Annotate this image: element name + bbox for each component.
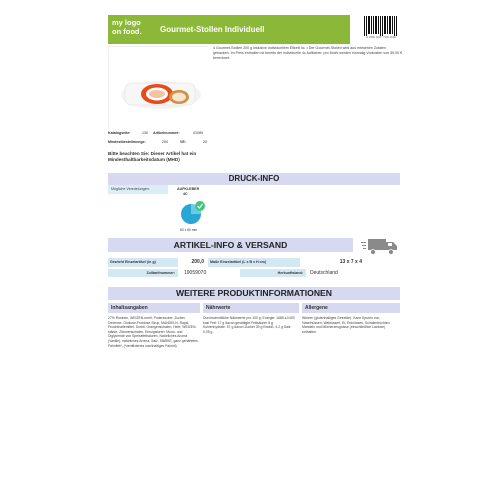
naehrwerte-heading: Nährwerte xyxy=(203,303,299,313)
stollen-image xyxy=(109,47,209,131)
product-image xyxy=(108,46,208,130)
gewicht-value: 200,0 xyxy=(191,259,204,265)
spec-ve xyxy=(180,140,186,144)
artikel-info-heading: ARTIKEL-INFO & VERSAND xyxy=(108,238,353,252)
product-title: Gourmet-Stollen Individuell xyxy=(154,15,350,44)
inhalt-heading: Inhaltsangaben xyxy=(108,303,200,313)
spec-artikelnummer-label: Artikelnummer: xyxy=(153,131,180,135)
masse-label: Maße Einzelartikel (L x B x H cm) xyxy=(208,258,300,267)
naehrwerte-text: Durchschnittliche Nährwerte pro 100 g: Energie: 1685 kJ/400 kcal Fett: 17 g davon gesättigte Fettsäuren 8 g Kohlenhydrate: 57 g davon Zucker 39 g Eiweiß: 4,2 g Salz: 0,05 g xyxy=(203,316,295,334)
barcode-number: 4 006 047 726 049 xyxy=(365,35,397,39)
aufkleber-dimension: 60 x 60 mm xyxy=(180,228,198,232)
veredelungen-label: Mögliche Veredelungen: xyxy=(108,185,168,194)
spec-mindest-label: Mindestbestellmenge: xyxy=(108,140,146,144)
spec-katalogseite xyxy=(108,131,131,135)
logo-line2: on food. xyxy=(112,27,142,36)
masse-value: 13 x 7 x 4 xyxy=(339,259,362,265)
aufkleber-4c: 4C xyxy=(183,191,188,196)
inhalt-text: 27% Rosinen, WEIZEN-mehl, Puderzucker, Zucker, Dextrose, Glukose-Fruktose-Sirup, MANDELN, Rapsl, Feuchthaltemittel: Sorbit, Orangenschalen, Hefe, WEIZEN-stärke, Zitronenschalen, Emulgatoren: Mono- und Diglyceride von Speisefettsäuren, Natürliches Aroma (Vanille), natürliches Aroma, Salz, StäRKE, ganz gehärtetes Palmfett*, (*zertifiziertes nachhaltiges Palmöl) xyxy=(108,316,198,348)
gewicht-label: Gewicht Einzelartikel (in g) xyxy=(108,258,178,267)
logo-line1: my logo xyxy=(112,18,141,27)
spec-mindest-value: 200 xyxy=(162,140,168,144)
sticker-icon xyxy=(178,197,208,227)
spec-katalogseite-value: 130 xyxy=(142,131,148,135)
weitere-info-heading: WEITERE PRODUKTINFORMATIONEN xyxy=(108,287,400,300)
spec-ve-label: VE: xyxy=(180,140,186,144)
herkunft-value: Deutschland xyxy=(310,270,338,276)
zoll-value: 19059070 xyxy=(184,270,207,276)
druck-info-heading: DRUCK-INFO xyxy=(108,173,400,185)
spec-artikelnummer xyxy=(153,131,180,135)
barcode-icon xyxy=(364,16,398,36)
spec-mindest xyxy=(108,140,146,144)
spec-katalogseite-label: Katalogseite: xyxy=(108,131,131,135)
aufkleber-title: AUFKLEBER xyxy=(177,187,200,191)
zoll-label: Zolltarifnummer: xyxy=(108,269,178,277)
product-description: 4 Gourmet-Stollen 200 g inklusive individuellem Etikett 4c. • Der Gourmet-Stollen wird aus erlesenen Zutaten gebacken. Im Preis enthalten ist bereits der individuelle 4c Aufkleber. pro Motiv werden einmalig Vorkosten von 59,00 € berechnet. xyxy=(213,46,403,60)
allergene-heading: Allergene xyxy=(302,303,400,313)
truck-icon xyxy=(360,236,400,256)
herkunft-label: Herkunftsland: xyxy=(240,269,306,277)
aufkleber-label xyxy=(177,187,199,196)
spec-artikelnummer-value: 41089 xyxy=(193,131,203,135)
mhd-warning: Bitte beachten Sie: Dieser Artikel hat ein Mindesthaltbarkeitsdatum (MHD) xyxy=(108,151,197,162)
allergene-text: Weizen (glutenhaltiges Getreide). Kann Spuren von Haselnüssen, Walnüssen, Ei, Erdnüssen, Schalenfrüchten, Mandeln und Milcherzeugnisse (einschließlich Lactose) enthalten. xyxy=(302,316,391,334)
logo xyxy=(108,15,154,44)
spec-ve-value: 20 xyxy=(203,140,207,144)
